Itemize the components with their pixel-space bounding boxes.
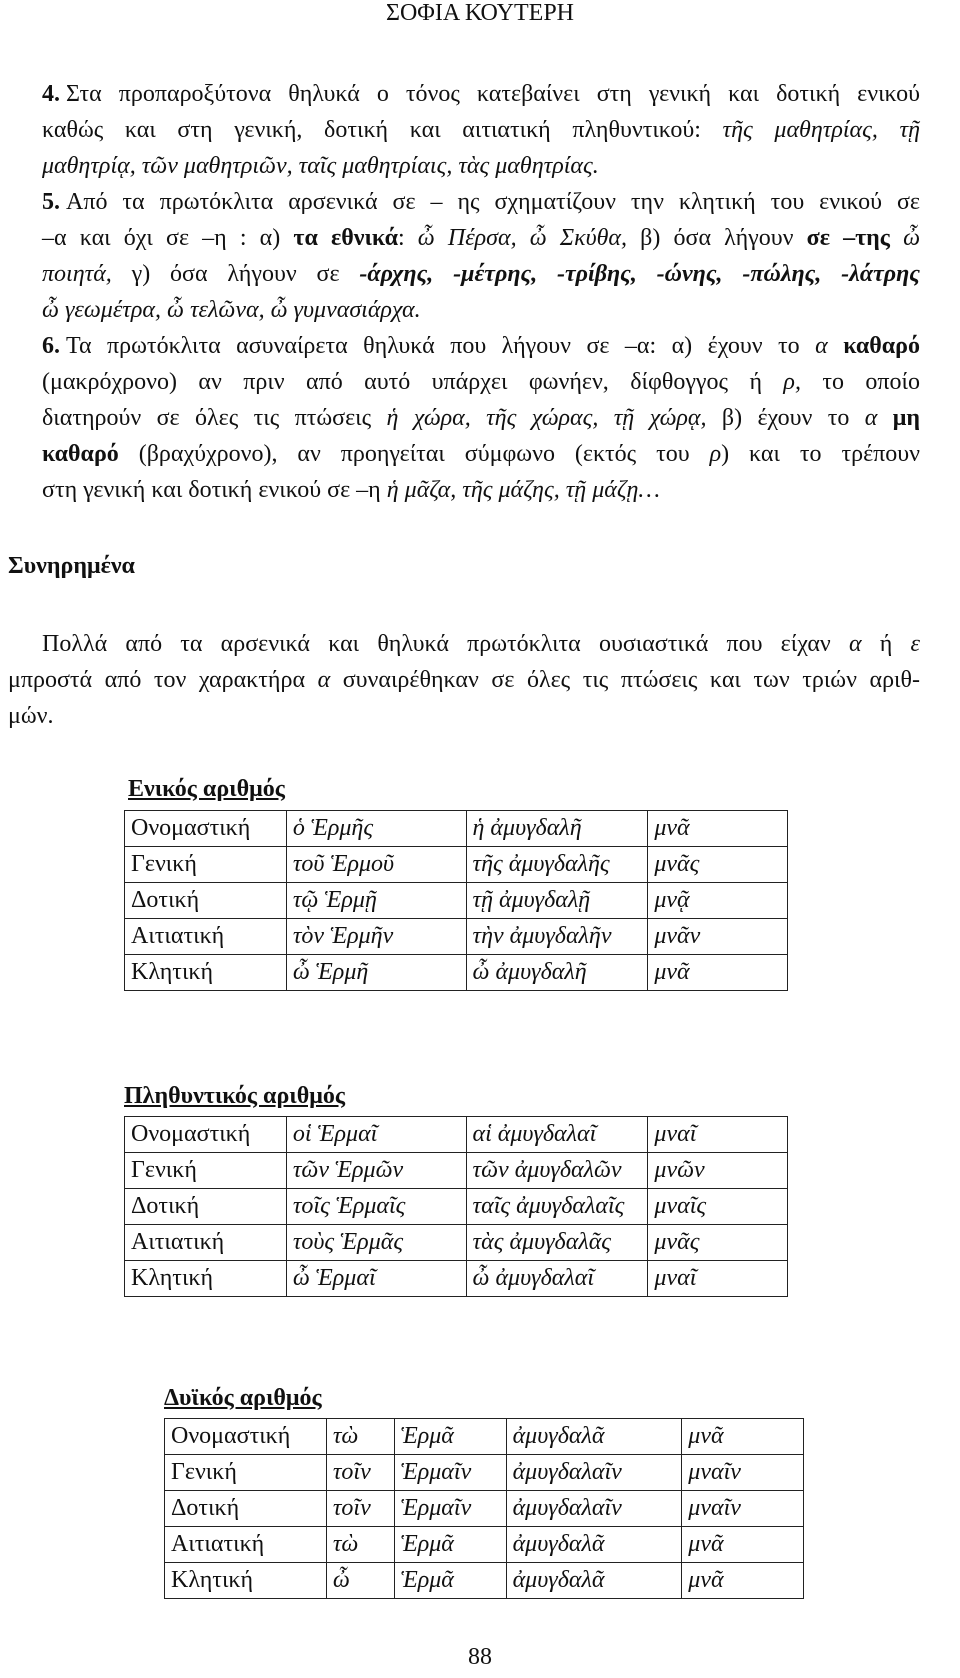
form-cell: τὸν Ἑρμῆν <box>286 919 466 955</box>
text: Από τα πρωτόκλιτα αρσενικά σε – ης σχηματίζουν την κλητική του ενικού σε <box>66 189 920 215</box>
text: το οποίο <box>800 369 920 395</box>
example-text: ὦ γεωμέτρα, ὦ τελῶνα, ὦ γυμνασιάρχα. <box>42 297 421 323</box>
item-number: 4. <box>42 81 60 107</box>
form-cell: ὦ ἀμυγδαλαῖ <box>466 1261 648 1297</box>
form-cell: ἀμυγδαλᾶ <box>506 1527 682 1563</box>
form-cell: ἀμυγδαλαῖν <box>506 1455 682 1491</box>
example-text: α <box>864 405 878 431</box>
text: διατηρούν σε όλες τις πτώσεις <box>42 405 387 431</box>
text: ή <box>861 631 911 657</box>
table-row <box>125 883 788 919</box>
form-cell: τοῦ Ἑρμοῦ <box>286 847 466 883</box>
form-cell: μνᾶ <box>682 1419 804 1455</box>
form-cell: ὁ Ἑρμῆς <box>286 811 466 847</box>
bold-example-text: -άρχης, -μέτρης, -τρίβης, -ώνης, -πώλης, -λάτρης <box>359 261 920 287</box>
item-4-line-1 <box>42 76 920 112</box>
text: Στα προπαροξύτονα θηλυκά ο τόνος κατεβαίνει στη γενική και δοτική ενικού <box>66 81 920 107</box>
table-row <box>125 1225 788 1261</box>
section-title: Συνηρημένα <box>8 553 135 579</box>
text: –α και όχι σε –η : α) <box>42 225 294 251</box>
intro-paragraph <box>8 626 920 734</box>
item-5-line-2 <box>42 220 920 256</box>
item-4-line-3 <box>42 148 920 184</box>
form-cell: τῆς ἀμυγδαλῆς <box>466 847 648 883</box>
form-cell: τῷ Ἑρμῇ <box>286 883 466 919</box>
bold-text: μη <box>877 405 920 431</box>
example-text: ποιητά, <box>42 261 112 287</box>
item-4-line-2 <box>42 112 920 148</box>
form-cell: τοὺς Ἑρμᾶς <box>286 1225 466 1261</box>
table-caption-dual: Δυϊκός αριθμός <box>164 1385 322 1411</box>
form-cell: ἀμυγδαλᾶ <box>506 1419 682 1455</box>
page-number: 88 <box>468 1644 492 1670</box>
form-cell: τῇ ἀμυγδαλῇ <box>466 883 648 919</box>
table-row <box>125 1189 788 1225</box>
form-cell: Ἑρμᾶ <box>394 1419 506 1455</box>
intro-line-2 <box>8 662 920 698</box>
form-cell: τοῖς Ἑρμαῖς <box>286 1189 466 1225</box>
text: μπροστά από τον χαρακτήρα <box>8 667 318 693</box>
case-label-cell: Δοτική <box>125 883 287 919</box>
case-label-cell: Κλητική <box>165 1563 327 1599</box>
item-5-line-4 <box>42 292 920 328</box>
form-cell: τὼ <box>326 1527 394 1563</box>
example-text: ε <box>910 631 920 657</box>
form-cell: μναῖς <box>648 1189 788 1225</box>
case-label-cell: Ονομαστική <box>165 1419 327 1455</box>
form-cell: αἱ ἀμυγδαλαῖ <box>466 1117 648 1153</box>
case-label-cell: Δοτική <box>125 1189 287 1225</box>
bold-text: καθαρό <box>827 333 921 359</box>
item-4 <box>42 76 920 184</box>
form-cell: ὦ Ἑρμαῖ <box>286 1261 466 1297</box>
form-cell: Ἑρμαῖν <box>394 1491 506 1527</box>
item-6-line-5 <box>42 472 920 508</box>
item-5-line-1 <box>42 184 920 220</box>
intro-line-3 <box>8 698 920 734</box>
table-row <box>165 1419 804 1455</box>
example-text: ὦ Πέρσα, ὦ Σκύθα, <box>417 225 628 251</box>
text: β) όσα λήγουν <box>627 225 807 251</box>
case-label-cell: Ονομαστική <box>125 811 287 847</box>
item-number: 6. <box>42 333 60 359</box>
form-cell: ἡ ἀμυγδαλῆ <box>466 811 648 847</box>
form-cell: μνᾶν <box>648 919 788 955</box>
example-text: ρ, <box>783 369 801 395</box>
table-row <box>125 811 788 847</box>
case-label-cell: Γενική <box>165 1455 327 1491</box>
table-row <box>125 1153 788 1189</box>
example-text: τῆς μαθητρίας, τῇ <box>722 117 920 143</box>
form-cell: τὼ <box>326 1419 394 1455</box>
case-label-cell: Κλητική <box>125 1261 287 1297</box>
bold-text: τα εθνικά <box>293 225 398 251</box>
text: Πολλά από τα αρσενικά και θηλυκά πρωτόκλιτα ουσιαστικά που είχαν <box>42 631 849 657</box>
example-text: α <box>848 631 862 657</box>
form-cell: μναῖ <box>648 1117 788 1153</box>
case-label-cell: Αιτιατική <box>125 1225 287 1261</box>
table-plural <box>124 1116 788 1297</box>
text: β) έχουν το <box>706 405 865 431</box>
case-label-cell: Ονομαστική <box>125 1117 287 1153</box>
table-row <box>165 1563 804 1599</box>
text: συναιρέθηκαν σε όλες τις πτώσεις και των τριών αριθ- <box>330 667 920 693</box>
table-row <box>125 847 788 883</box>
text: ) και το τρέπουν <box>721 441 920 467</box>
form-cell: τὰς ἀμυγδαλᾶς <box>466 1225 648 1261</box>
item-6-line-4 <box>42 436 920 472</box>
form-cell: Ἑρμᾶ <box>394 1563 506 1599</box>
example-text: ρ <box>709 441 722 467</box>
form-cell: μνᾶ <box>682 1563 804 1599</box>
text: (μακρόχρονο) αν πριν από αυτό υπάρχει φωνήεν, δίφθογγος ή <box>42 369 784 395</box>
form-cell: ἀμυγδαλᾶ <box>506 1563 682 1599</box>
example-text: μαθητρίᾳ, τῶν μαθητριῶν, ταῖς μαθητρίαις, τὰς μαθητρίας. <box>42 153 599 179</box>
table-row <box>165 1455 804 1491</box>
bold-text: καθαρό <box>42 441 119 467</box>
text: στη γενική και δοτική ενικού σε –η <box>42 477 387 503</box>
table-row <box>125 1117 788 1153</box>
text: Τα πρωτόκλιτα ασυναίρετα θηλυκά που λήγουν σε –α: α) έχουν το <box>66 333 816 359</box>
case-label-cell: Κλητική <box>125 955 287 991</box>
form-cell: ὦ Ἑρμῆ <box>286 955 466 991</box>
form-cell: μνᾶ <box>648 811 788 847</box>
item-number: 5. <box>42 189 60 215</box>
item-6-line-3 <box>42 400 920 436</box>
case-label-cell: Αιτιατική <box>165 1527 327 1563</box>
form-cell: ἀμυγδαλαῖν <box>506 1491 682 1527</box>
form-cell: μνᾶ <box>648 955 788 991</box>
case-label-cell: Αιτιατική <box>125 919 287 955</box>
form-cell: μναῖ <box>648 1261 788 1297</box>
form-cell: τοῖν <box>326 1455 394 1491</box>
table-row <box>125 955 788 991</box>
form-cell: μναῖν <box>682 1455 804 1491</box>
form-cell: μνᾶς <box>648 847 788 883</box>
table-caption-singular: Ενικός αριθμός <box>128 776 285 802</box>
bold-text: σε –της <box>806 225 890 251</box>
item-6 <box>42 328 920 508</box>
text: καθώς και στη γενική, δοτική και αιτιατική πληθυντικού: <box>42 117 723 143</box>
form-cell: μνᾶ <box>682 1527 804 1563</box>
example-text: ἡ μᾶζα, τῆς μάζης, τῇ μάζῃ… <box>386 477 660 503</box>
form-cell: ὦ <box>326 1563 394 1599</box>
text: : <box>397 225 418 251</box>
form-cell: Ἑρμᾶ <box>394 1527 506 1563</box>
form-cell: μνῶν <box>648 1153 788 1189</box>
example-text: ὦ <box>889 225 921 251</box>
form-cell: Ἑρμαῖν <box>394 1455 506 1491</box>
form-cell: τῶν ἀμυγδαλῶν <box>466 1153 648 1189</box>
example-text: ἡ χώρα, τῆς χώρας, τῇ χώρᾳ, <box>386 405 707 431</box>
text: μών. <box>8 703 54 729</box>
text: (βραχύχρονο), αν προηγείται σύμφωνο (εκτός του <box>118 441 710 467</box>
case-label-cell: Γενική <box>125 1153 287 1189</box>
item-6-line-2 <box>42 364 920 400</box>
intro-line-1 <box>42 626 920 662</box>
form-cell: μνᾷ <box>648 883 788 919</box>
table-row <box>125 1261 788 1297</box>
form-cell: ταῖς ἀμυγδαλαῖς <box>466 1189 648 1225</box>
table-dual <box>164 1418 804 1599</box>
form-cell: τὴν ἀμυγδαλῆν <box>466 919 648 955</box>
example-text: α <box>317 667 331 693</box>
form-cell: οἱ Ἑρμαῖ <box>286 1117 466 1153</box>
item-5 <box>42 184 920 328</box>
text: γ) όσα λήγουν σε <box>111 261 360 287</box>
case-label-cell: Γενική <box>125 847 287 883</box>
table-row <box>165 1527 804 1563</box>
form-cell: τοῖν <box>326 1491 394 1527</box>
table-row <box>125 919 788 955</box>
item-6-line-1 <box>42 328 920 364</box>
form-cell: μνᾶς <box>648 1225 788 1261</box>
table-caption-plural: Πληθυντικός αριθμός <box>124 1083 345 1109</box>
case-label-cell: Δοτική <box>165 1491 327 1527</box>
example-text: α <box>815 333 828 359</box>
form-cell: τῶν Ἑρμῶν <box>286 1153 466 1189</box>
form-cell: μναῖν <box>682 1491 804 1527</box>
table-row <box>165 1491 804 1527</box>
page-header: ΣΟΦΙΑ ΚΟΥΤΕΡΗ <box>386 0 574 26</box>
form-cell: ὦ ἀμυγδαλῆ <box>466 955 648 991</box>
item-5-line-3 <box>42 256 920 292</box>
table-singular <box>124 810 788 991</box>
